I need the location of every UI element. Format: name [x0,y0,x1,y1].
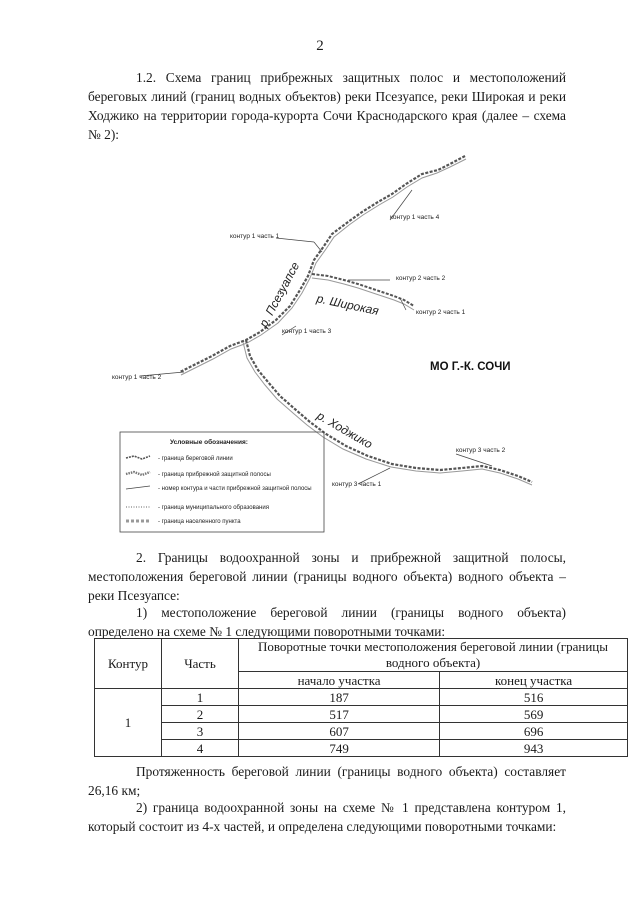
callout-contour3-part1: контур 3 часть 1 [332,481,382,488]
table-cell-end: 569 [440,706,628,723]
river-label-khodzhiko: р. Ходжико [314,408,375,452]
table-cell-end: 516 [440,689,628,706]
table-cell-contour: 1 [95,689,162,757]
table-cell-start: 187 [239,689,440,706]
table-row [95,740,628,757]
legend-title: Условные обозначения: [170,439,248,446]
callout-contour2-part2: контур 2 часть 2 [396,275,446,282]
callout-contour1-part3: контур 1 часть 3 [282,328,332,335]
legend-item-protective-strip: - граница прибрежной защитной полосы [158,472,271,478]
table-cell-start: 517 [239,706,440,723]
table-header-end: конец участка [440,672,628,689]
table-row [95,706,628,723]
paragraph-2-1: 1) местоположение береговой линии (границы водного объекта) определено на схеме № 1 следующими поворотными точками: [88,605,566,639]
legend-item-settlement-border: - граница населенного пункта [158,519,241,525]
table-cell-end: 943 [440,740,628,757]
table-cell-start: 749 [239,740,440,757]
river-label-shirokaya: р. Широкая [315,291,381,319]
shoreline-points-table [94,638,628,757]
callout-contour3-part2: контур 3 часть 2 [456,447,506,454]
paragraph-2: 2. Границы водоохранной зоны и прибрежной защитной полосы, местоположения береговой линии (границы водного объекта) водного объекта – реки Псезуапсе: [88,550,566,603]
river-label-psezuapse: р. Псезуапсе [256,259,303,330]
callout-contour1-part2: контур 1 часть 2 [112,374,162,381]
callout-contour2-part1: контур 2 часть 1 [416,309,466,316]
table-row [95,723,628,740]
table-cell-part: 2 [162,706,239,723]
table-cell-part: 3 [162,723,239,740]
map-legend [120,432,324,532]
page-number: 2 [316,38,324,54]
paragraph-2-2: 2) граница водоохранной зоны на схеме № 1 представлена контуром 1, который состоит из 4-х частей, и определена следующими поворотными точками: [88,800,566,834]
table-cell-part: 4 [162,740,239,757]
table-header-points: Поворотные точки местоположения береговой линии (границы водного объекта) [239,639,628,672]
psezuapse-river-line [180,156,465,372]
table-cell-start: 607 [239,723,440,740]
table-header-start: начало участка [239,672,440,689]
table-row [95,689,628,706]
table-header-part: Часть [162,639,239,689]
table-header-contour: Контур [95,639,162,689]
callout-contour1-part1: контур 1 часть 1 [230,233,280,240]
river-scheme-map [100,150,540,545]
callout-contour1-part4: контур 1 часть 4 [390,214,440,221]
paragraph-1-2: 1.2. Схема границ прибрежных защитных полос и местоположений береговых линий (границ водных объектов) реки Псезуапсе, реки Широкая и реки Ходжико на территории города-курорта Сочи Краснодарского края (далее – схема № 2): [88,70,566,142]
table-cell-end: 696 [440,723,628,740]
table-cell-part: 1 [162,689,239,706]
region-label: МО Г.-К. СОЧИ [430,361,511,373]
legend-item-municipal-border: - граница муниципального образования [158,505,269,511]
paragraph-length: Протяженность береговой линии (границы водного объекта) составляет 26,16 км; [88,764,566,798]
legend-item-contour-number: - номер контура и части прибрежной защитной полосы [158,486,312,492]
legend-item-shoreline: - граница береговой линии [158,456,233,462]
